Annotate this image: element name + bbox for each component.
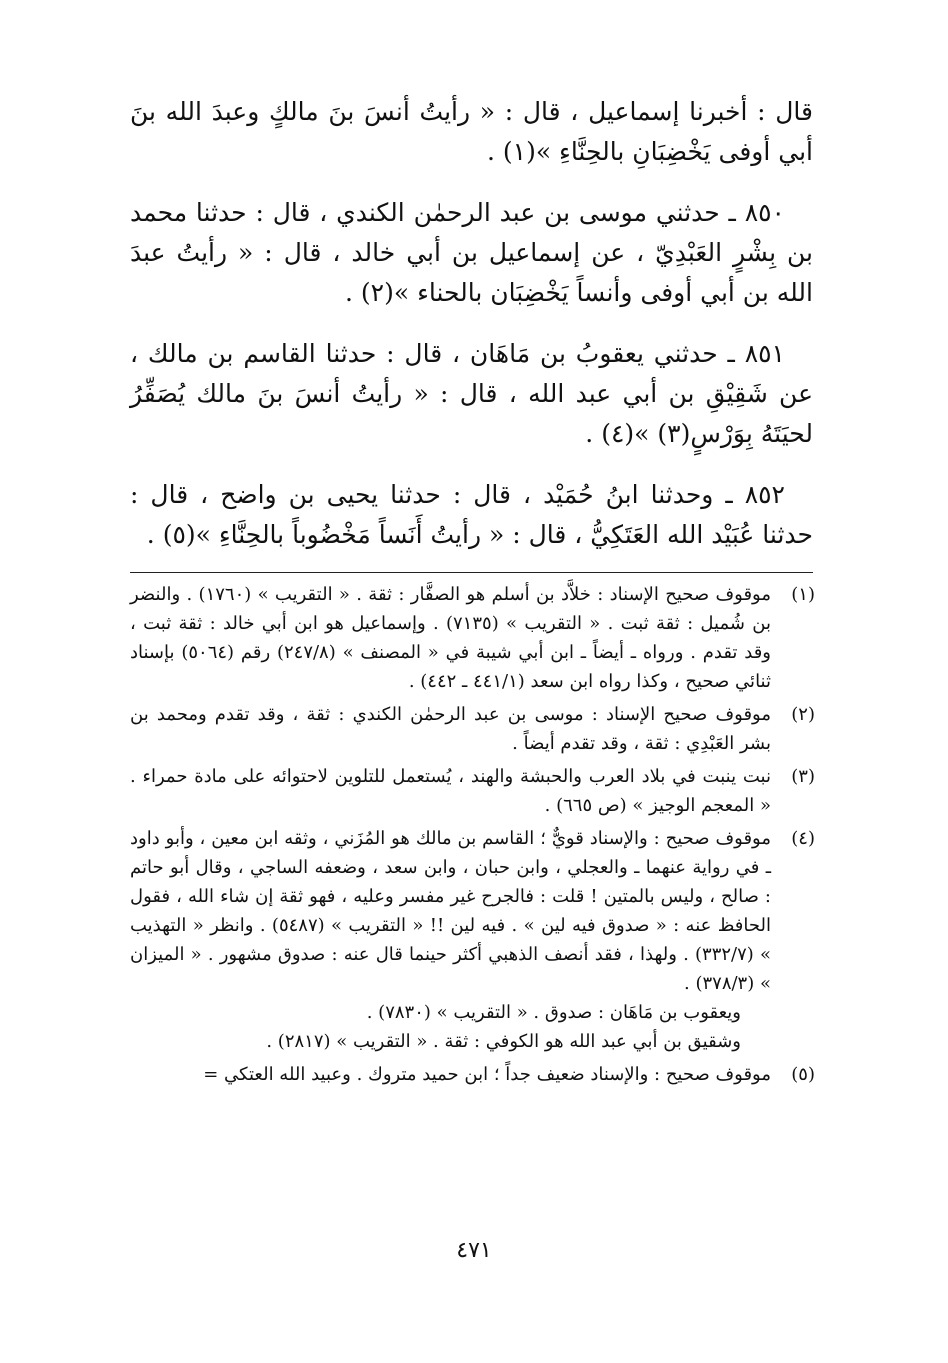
footnote-text-indented: ويعقوب بن مَاهَان : صدوق . « التقريب » (٧٨٣٠) . (366, 1002, 741, 1023)
footnote-text: نبت ينبت في بلاد العرب والحبشة والهند ، يُستعمل للتلوين لاحتوائه على مادة حمراء . « المعجم الوجيز » (ص ٦٦٥) . (130, 766, 771, 816)
footnote-1 (130, 580, 815, 696)
footnote-number: (٥) (791, 1064, 815, 1085)
footnote-5 (130, 1060, 815, 1089)
footnote-text-indented: وشقيق بن أبي عبد الله هو الكوفي : ثقة . « التقريب » (٢٨١٧) . (266, 1031, 741, 1052)
hadith-850: ٨٥٠ ـ حدثني موسى بن عبد الرحمٰن الكندي ، قال : حدثنا محمد بن بِشْرٍ العَبْدِيّ ، عن إسماعيل بن أبي خالد ، قال : « رأيتُ عبدَ الله بن أبي أوفى وأنساً يَخْضِبَان بالحناء »(٢) . (130, 198, 813, 307)
hadith-851: ٨٥١ ـ حدثني يعقوبُ بن مَاهَان ، قال : حدثنا القاسم بن مالك ، عن شَقِيْقِ بن أبي عبد الله ، قال : « رأيتُ أنسَ بنَ مالك يُصَفِّرُ لحيَتَهُ بِوَرْسٍ(٣) »(٤) . (130, 339, 813, 448)
footnote-number: (٢) (791, 704, 815, 725)
footnote-body (130, 824, 771, 1056)
footnote-4 (130, 824, 815, 1056)
footnote-divider (130, 572, 813, 573)
footnote-text: موقوف صحيح الإسناد : موسى بن عبد الرحمٰن الكندي : ثقة ، وقد تقدم ومحمد بن بشر العَبْدِي : ثقة ، وقد تقدم أيضاً . (130, 704, 771, 754)
page-number: ٤٧١ (456, 1238, 492, 1263)
footnotes (130, 580, 815, 1093)
hadith-852: ٨٥٢ ـ وحدثنا ابنُ حُمَيْد ، قال : حدثنا يحيى بن واضح ، قال : حدثنا عُبَيْد الله العَتَكِيُّ ، قال : « رأيتُ أَنَساً مَخْضُوباً بالحِنَّاءِ »(٥) . (130, 480, 813, 549)
paragraph-continuation: قال : أخبرنا إسماعيل ، قال : « رأيتُ أنسَ بنَ مالكٍ وعبدَ الله بنَ أبي أوفى يَخْضِبَانِ بالحِنَّاءِ »(١) . (130, 97, 813, 166)
footnote-number: (١) (791, 584, 815, 605)
footnote-text: موقوف صحيح : والإسناد ضعيف جداً ؛ ابن حميد متروك . وعبيد الله العتكي = (203, 1064, 771, 1085)
footnote-2 (130, 700, 815, 758)
footnote-text: موقوف صحيح : والإسناد قويٌّ ؛ القاسم بن مالك هو المُزَني ، وثقه ابن معين ، وأبو داود ـ في رواية عنهما ـ والعجلي ، وابن حبان ، وابن سعد ، وضعفه الساجي ، وقال أبو حاتم : صالح ، وليس بالمتين ! قلت : فالجرح غير مفسر وعليه ، فهو ثقة إن شاء الله ، فقول الحافظ عنه : « صدوق فيه لين » . فيه لين !! « التقريب » (٥٤٨٧) . وانظر « التهذيب » (٣٣٢/٧) . ولهذا ، فقد أنصف الذهبي أكثر حينما قال عنه : صدوق مشهور . « الميزان » (٣٧٨/٣) . (130, 828, 771, 994)
footnote-text: موقوف صحيح الإسناد : خلاَّد بن أسلم هو الصفَّار : ثقة . « التقريب » (١٧٦٠) . والنضر بن شُميل : ثقة ثبت . « التقريب » (٧١٣٥) . وإسماعيل هو ابن أبي خالد : ثقة ثبت ، وقد تقدم . ورواه ـ أيضاً ـ ابن أبي شيبة في « المصنف » (٢٤٧/٨) رقم (٥٠٦٤) بإسناد ثنائي صحيح ، وكذا رواه ابن سعد (٤٤١/١ ـ ٤٤٢) . (130, 584, 772, 692)
main-text (130, 92, 813, 576)
footnote-3 (130, 762, 815, 820)
footnote-number: (٣) (791, 766, 815, 787)
footnote-number: (٤) (791, 828, 815, 849)
